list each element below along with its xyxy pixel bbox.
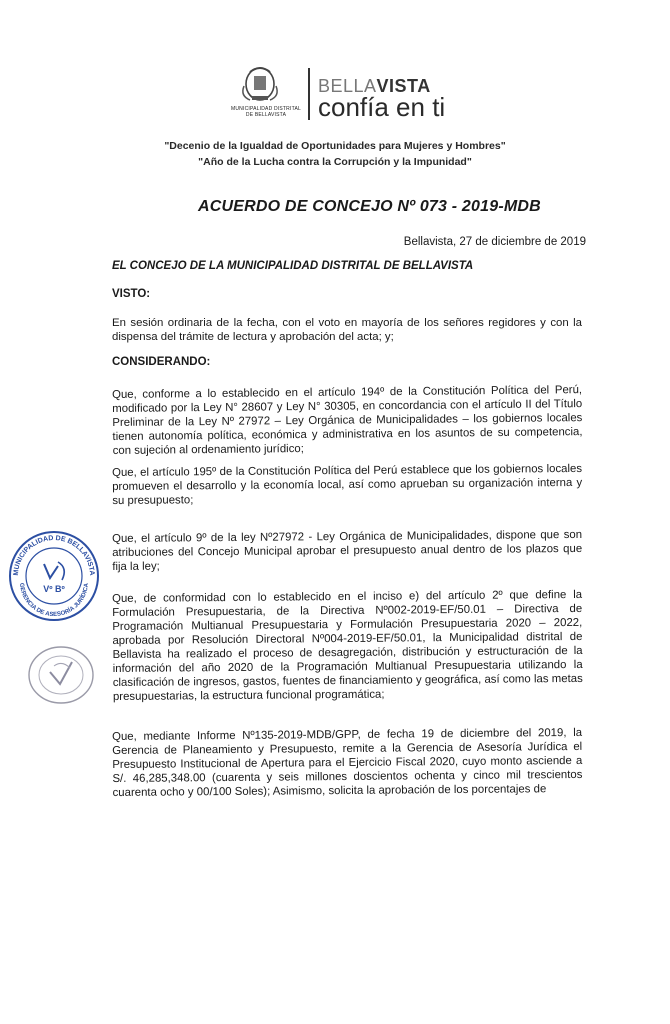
council-heading: EL CONCEJO DE LA MUNICIPALIDAD DISTRITAL DE BELLAVISTA (112, 260, 474, 272)
crest-caption: MUNICIPALIDAD DISTRITAL DE BELLAVISTA (231, 106, 301, 118)
slogan-year: "Año de la Lucha contra la Corrupción y la Impunidad" (198, 156, 472, 168)
brand-name-part2: VISTA (376, 76, 431, 96)
visto-paragraph: En sesión ordinaria de la fecha, con el voto en mayoría de los señores regidores y con la dispensa del trámite de lectura y aprobación del acta; y; (112, 317, 582, 343)
considerando-paragraph: Que, el artículo 195º de la Constitución Política del Perú establece que los gobiernos locales promueven el desarrollo y la economía local, así como aprueban su organización interna y su presupuesto; (112, 462, 583, 507)
considerando-paragraph: Que, de conformidad con lo establecido en el inciso e) del artículo 2º que define la Formulación Presupuestaria, de la Directiva Nº002-2019-EF/50.01 – Directiva de Programación Multianual Presupuestaria y Formulación Presupuestaria 2020 – 2022, aprobada por Resolución Directoral Nº004-2019-EF/50.01, la Municipalidad distrital de Bellavista ha realizado el proceso de desagregación, distribución y estructuración de la información del año 2020 de la Programación Multianual Presupuestaria utilizando la clasificación de ingresos, gastos, fuentes de financiamiento y geográfica, así como las metas presupuestarias, la estructura funcional programática; (112, 588, 583, 703)
letterhead (228, 58, 488, 128)
considerando-paragraph: Que, el artículo 9º de la ley Nº27972 - Ley Orgánica de Municipalidades, dispone que son atribuciones del Concejo Municipal aprobar el presupuesto anual dentro de los plazos que fija la ley; (112, 528, 583, 573)
considerando-paragraph: Que, conforme a lo establecido en el artículo 194º de la Constitución Política del Perú, modificado por la Ley N° 28607 y Ley N° 30305, en concordancia con el artículo II del Título Preliminar de la Ley Nº 27972 – Ley Orgánica de Municipalidades – los gobiernos locales tienen autonomía política, económica y administrativa en los asuntos de su competencia, con sujeción al ordenamiento jurídico; (112, 384, 583, 457)
slogan-decade: "Decenio de la Igualdad de Oportunidades para Mujeres y Hombres" (164, 140, 506, 152)
municipal-crest-icon (236, 62, 284, 106)
svg-text:MUNICIPALIDAD DE BELLAVISTA: MUNICIPALIDAD DE BELLAVISTA (12, 534, 96, 576)
visto-heading: VISTO: (112, 288, 151, 300)
considerando-paragraph: Que, mediante Informe Nº135-2019-MDB/GPP, de fecha 19 de diciembre del 2019, la Gerencia de Planeamiento y Presupuesto, remite a la Gerencia de Asesoría Jurídica el Presupuesto Institucional de Apertura para el Ejercicio Fiscal 2020, cuyo monto asciende a S/. 46,285,348.00 (cuarenta y seis millones doscientos ochenta y cinco mil trescientos cuarenta ocho y 00/100 Soles); Asimismo, solicita la aprobación de los porcentajes de (112, 726, 583, 799)
document-date: Bellavista, 27 de diciembre de 2019 (403, 236, 586, 248)
header-divider (308, 68, 310, 120)
document-title: ACUERDO DE CONCEJO Nº 073 - 2019-MDB (198, 198, 541, 215)
svg-text:GERENCIA DE ASESORÍA JURÍDICA: GERENCIA DE ASESORÍA JURÍDICA (17, 582, 91, 619)
brand-tagline: confía en ti (318, 92, 446, 122)
considerando-heading: CONSIDERANDO: (112, 356, 211, 368)
brand-name-part1: BELLA (318, 76, 377, 96)
seal-stamp (26, 644, 96, 706)
legal-department-stamp (6, 528, 102, 624)
stamp-vobo: Vº Bº (43, 584, 65, 594)
